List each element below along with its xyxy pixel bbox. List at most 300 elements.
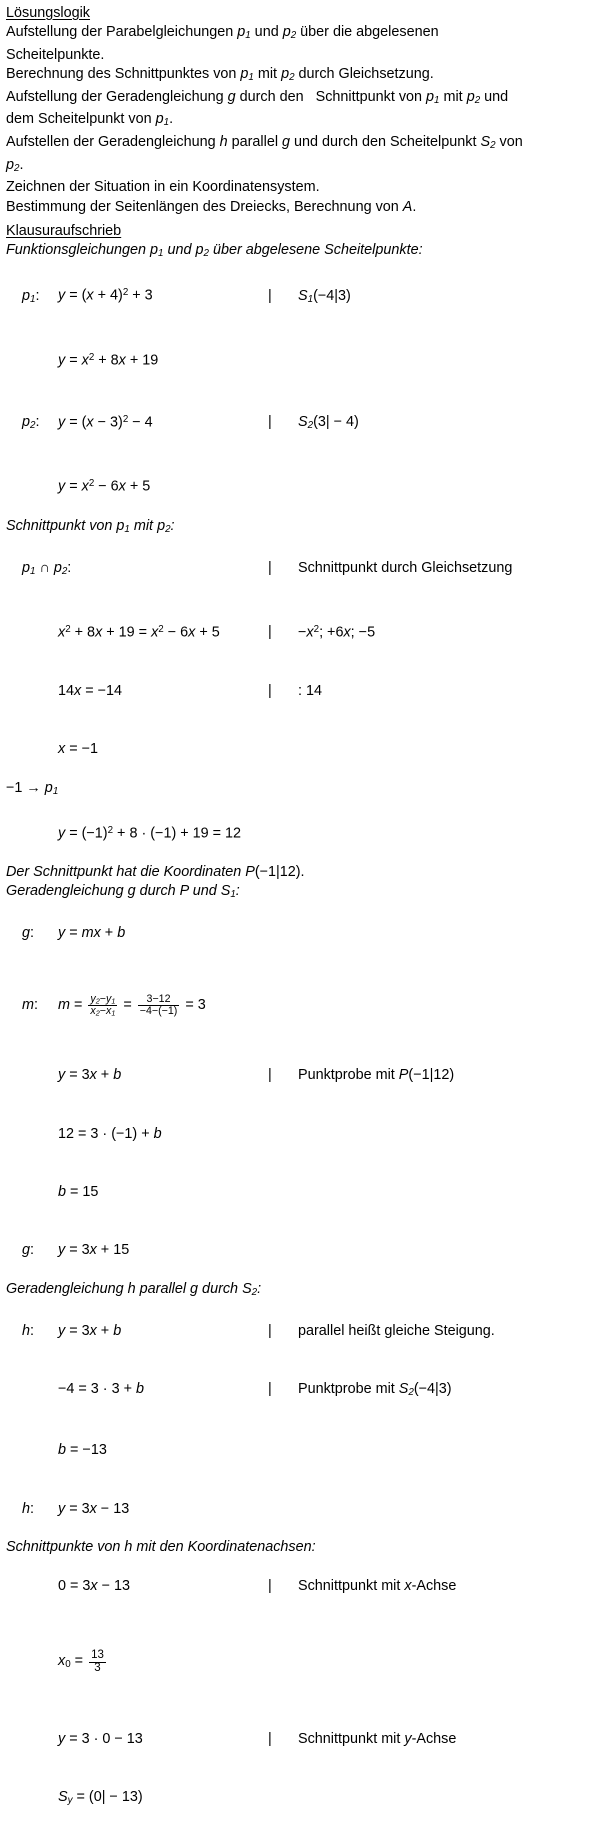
var-b: b [113,1067,122,1084]
column-separator: | [268,287,272,304]
text: + 8 · (−1) + 19 = 12 [113,824,242,841]
var-g: g [190,1280,199,1297]
text: und [480,88,509,105]
colon: : [30,1500,35,1517]
fraction-x0 [89,1650,106,1674]
row-intersect-equation [6,601,606,663]
text: = (0| − 13) [72,1788,143,1805]
var-p2: p [157,517,166,534]
var-h: h [127,1280,136,1297]
loesungslogik-line-3 [6,65,606,88]
text: − 13 [97,1578,131,1595]
var-S: S [242,1280,252,1297]
text: = ( [65,287,87,304]
fraction-denominator [88,1005,117,1017]
column-separator: | [268,624,272,641]
var-p1: p [240,66,249,83]
sub-2: 2 [30,420,36,432]
var-g: g [127,883,136,900]
loesungslogik-line-9 [6,198,606,217]
row-label-intersection [22,559,268,582]
text: = −13 [66,1442,107,1459]
text: Punktprobe mit [298,1381,399,1397]
text: und [163,242,196,259]
text: von [495,134,523,150]
var-p1: p [237,24,246,41]
text: mit den Koordinatenachsen: [132,1539,316,1556]
var-h: h [219,134,228,150]
text: − 13 [96,1500,130,1517]
var-b: b [58,1183,67,1200]
var-p2: p [282,24,291,41]
minus: − [99,1005,106,1018]
var-x: x [151,624,159,641]
var-x: x [95,624,103,641]
var-y: y [58,1500,66,1517]
row-note [298,1066,454,1085]
text: + 8 [94,352,119,369]
text: -Achse [411,1578,457,1595]
text: + 5 [195,624,220,641]
var-y: y [58,352,66,369]
var-x: x [58,624,66,641]
sub-2: 2 [290,30,297,42]
var-y: y [90,993,96,1006]
row-equation [58,410,268,433]
sub-1: 1 [111,996,116,1006]
fraction-slope-numeric [138,994,180,1017]
text: durch den Schnittpunkt von [235,88,427,105]
column-separator: | [268,1067,272,1084]
row-equation [58,1500,268,1519]
row-x-achse [6,1558,606,1616]
colon: : [35,287,40,304]
exponent-2: 2 [122,413,129,425]
fraction-denominator: −4−(−1) [139,1005,178,1018]
sub-0: 0 [65,1659,71,1671]
text: . [412,198,417,215]
text: mit [253,66,282,83]
fraction-numerator: 3−12 [146,993,171,1006]
var-b: b [117,925,126,942]
text: über die abgelesenen [296,24,439,41]
row-h-b-value [6,1422,606,1480]
text: durch Gleichsetzung. [294,66,434,83]
sub-2: 2 [289,72,295,84]
var-x: x [188,624,196,641]
var-p: p [44,779,53,796]
text: = 3 [65,1067,90,1084]
text: = [119,996,136,1013]
text: parallel [227,134,283,150]
text: und durch den Scheitelpunkt [290,134,481,150]
text: = [65,925,82,942]
column-separator: | [268,1578,272,1595]
fraction-slope-symbolic [88,994,117,1017]
row-label-m [22,991,58,1019]
text: (−4|3) [413,1381,452,1397]
row-p2-normal [6,455,606,517]
fraction-numerator [88,994,117,1005]
text: und [188,883,221,900]
var-x: x [58,740,66,757]
sub-1: 1 [307,293,314,305]
fraction-numerator: 13 [91,1648,104,1661]
exponent-2: 2 [122,287,129,299]
text: = [65,478,82,495]
row-equation [58,474,268,497]
caption-schnittpunkt-p1-p2 [6,517,606,540]
intersection-operator: ∩ [35,559,54,576]
var-h: h [22,1500,31,1517]
var-p2: p [466,88,475,105]
loesungslogik-line-5 [6,110,606,133]
row-g-generic [6,905,606,963]
text: über abgelesene Scheitelpunkte: [208,242,423,259]
text: = −1 [65,740,99,757]
var-b: b [58,1442,67,1459]
sub-y: y [67,1794,73,1806]
var-b: b [136,1381,145,1397]
row-equation [58,1788,268,1811]
sub-1: 1 [52,785,59,797]
var-m: m [81,925,94,942]
text: . [169,111,174,128]
var-x: x [81,478,89,495]
exponent-2: 2 [313,623,320,635]
text: : [235,883,240,900]
var-x: x [89,1067,97,1084]
text: (−1|12). [254,863,305,880]
caption-geradengleichung-g [6,882,606,905]
var-g: g [227,88,236,105]
row-equation [58,348,268,371]
var-P: P [398,1067,409,1084]
var-y: y [58,925,66,942]
text: : [257,1280,262,1297]
row-equation [58,1183,268,1202]
var-m: m [58,996,70,1013]
column-separator: | [268,414,272,431]
exponent-2: 2 [88,478,95,490]
sub-2: 2 [14,162,20,174]
text: + 8 [70,624,96,641]
text: . [19,156,24,173]
row-g-punktprobe [6,1047,606,1105]
var-p1: p [150,242,159,259]
sub-2: 2 [61,565,68,577]
exponent-2: 2 [107,824,114,836]
var-x: x [86,414,94,431]
var-x: x [81,352,89,369]
text: : [170,517,175,534]
sub-1: 1 [434,95,440,107]
row-equation [58,283,268,306]
row-equation [58,682,268,701]
colon: : [34,996,38,1013]
colon: : [30,1242,35,1259]
row-equation [58,1125,268,1144]
var-y: y [58,478,66,495]
text: ; −5 [350,624,376,641]
text: Punktprobe mit [298,1067,399,1084]
var-p2: p [281,66,290,83]
var-p2: p [6,156,15,173]
var-p1: p [116,517,125,534]
var-p1: p [155,111,164,128]
column-separator: | [268,1322,272,1339]
sub-1: 1 [124,523,130,535]
row-p2-vertex [6,390,606,455]
var-P: P [179,883,189,900]
text: ; +6 [319,624,344,641]
sub-2: 2 [203,248,209,260]
var-x: x [89,1322,97,1339]
row-equation [58,1577,268,1596]
text: = 3 · 0 − 13 [65,1730,143,1747]
column-separator: | [268,1381,272,1397]
row-label-g [22,924,58,943]
exponent-2: 2 [88,352,95,364]
row-note: : 14 [298,682,323,699]
var-b: b [153,1125,162,1142]
sub-2: 2 [408,1387,414,1399]
row-g-final [6,1222,606,1280]
row-note [298,1730,456,1749]
text: − 4 [128,414,153,431]
text: = (−1) [65,824,108,841]
sub-2: 2 [95,996,100,1006]
sub-1: 1 [111,1008,116,1018]
text: − 3) [93,414,123,431]
var-g: g [22,925,31,942]
var-p2: p [195,242,204,259]
var-x: x [90,1578,98,1595]
caption-koordinatenachsen [6,1538,606,1557]
var-x: x [58,1653,66,1670]
text: Berechnung des Schnittpunktes von [6,66,241,83]
colon: : [30,925,35,942]
caption-koordinaten-p [6,863,606,882]
text: Der Schnittpunkt hat die Koordinaten [6,863,246,880]
row-h-punktprobe [6,1361,606,1422]
text: 0 = 3 [58,1578,91,1595]
text: Aufstellen der Geradengleichung [6,134,220,150]
text: = −14 [81,682,123,699]
row-label-h [22,1500,58,1519]
heading-loesungslogik: Lösungslogik [6,5,91,21]
text: Bestimmung der Seitenlängen des Dreiecks, Berechnung von [6,198,403,215]
sub-1: 1 [30,293,36,305]
text: Aufstellung der Parabelgleichungen [6,24,238,41]
row-intersect-head [6,539,606,600]
loesungslogik-line-8: Zeichnen der Situation in ein Koordinatensystem. [6,179,320,196]
column-separator: | [268,682,272,699]
text: + [100,925,118,942]
text: durch [198,1280,243,1297]
loesungslogik-line-2: Scheitelpunkte. [6,46,105,63]
var-g: g [282,134,291,150]
text: = [70,996,87,1013]
row-equation [58,1730,268,1749]
var-p1: p [22,559,31,576]
sub-2: 2 [307,420,314,432]
text: + 15 [96,1242,130,1259]
row-equation [58,1066,268,1085]
var-y: y [404,1730,412,1747]
var-m: m [22,996,34,1013]
text: −4 = 3 · 3 + [58,1381,137,1397]
text: = 15 [66,1183,99,1200]
var-x: x [90,1005,96,1018]
text: Geradengleichung [6,883,128,900]
row-note [298,413,359,436]
text: parallel [135,1280,191,1297]
var-p: p [22,287,31,304]
row-y-achse [6,1710,606,1768]
var-y: y [58,1242,66,1259]
row-equation [58,821,241,844]
row-sy-value [6,1768,606,1829]
row-equation [58,740,268,759]
colon: : [30,1322,35,1339]
row-x0-value [6,1616,606,1710]
row-p1-vertex [6,264,606,329]
text: + 19 = [102,624,152,641]
text: = ( [65,414,87,431]
text: (−1|12) [408,1067,455,1084]
caption-geradengleichung-h [6,1280,606,1303]
column-separator: | [268,1730,272,1747]
exponent-2: 2 [158,623,164,635]
loesungslogik-line-6 [6,133,606,156]
sub-1: 1 [245,30,251,42]
var-S: S [220,883,231,900]
sub-2: 2 [251,1286,258,1298]
sub-1: 1 [158,248,164,260]
row-equation [58,1322,268,1341]
row-label-h [22,1322,58,1341]
exponent-2: 2 [65,623,71,635]
row-equation [58,620,268,643]
var-S: S [298,287,308,304]
row-note: parallel heißt gleiche Steigung. [298,1322,495,1339]
text: + 3 [128,287,153,304]
text: durch [135,883,180,900]
row-substitute-equation [6,801,606,863]
text: (−4|3) [313,287,351,304]
text: 14 [58,682,75,699]
row-intersect-x-value [6,720,606,778]
sub-1: 1 [30,565,36,577]
row-equation [58,991,206,1019]
var-A: A [402,198,413,215]
text: = 3 [181,996,206,1013]
text: und [250,24,283,41]
var-p: p [22,414,31,431]
row-equation [58,1241,268,1260]
var-P: P [245,863,255,880]
text: = 3 [65,1322,90,1339]
text: − 6 [163,624,189,641]
var-y: y [105,993,112,1006]
row-equation [58,1380,268,1399]
text: 12 = 3 · (−1) + [58,1125,154,1142]
text: mit [439,88,467,105]
var-S: S [298,414,308,431]
row-label-g [22,1241,58,1260]
var-y: y [58,1730,66,1747]
text: Aufstellung der Geradengleichung [6,88,228,105]
text: + 19 [125,352,159,369]
var-x: x [118,478,126,495]
minus: − [99,993,106,1006]
var-S: S [398,1381,409,1397]
row-h-final [6,1480,606,1538]
var-p1: p [426,88,435,105]
row-g-slope [6,963,606,1047]
row-label-p2 [22,413,58,436]
var-p2: p [53,559,62,576]
sub-1: 1 [230,889,236,901]
var-h: h [124,1539,133,1556]
sub-2: 2 [474,95,481,107]
row-h-generic [6,1302,606,1360]
text: = [70,1653,88,1670]
var-h: h [22,1322,31,1339]
text: + 5 [125,478,151,495]
text: Funktionsgleichungen [6,242,151,259]
text: (3| − 4) [313,414,359,431]
var-b: b [113,1322,122,1339]
row-note: Schnittpunkt durch Gleichsetzung [298,559,513,576]
loesungslogik-line-7 [6,156,606,179]
var-x: x [86,287,94,304]
text: dem Scheitelpunkt von [6,111,156,128]
loesungslogik-line-1 [6,23,606,46]
var-S: S [58,1788,68,1805]
var-y: y [58,824,66,841]
row-substitute [6,779,606,802]
sub-2: 2 [95,1008,100,1018]
text: mit [129,517,158,534]
var-g: g [22,1242,31,1259]
text: = [65,352,82,369]
row-note [298,1577,456,1596]
sub-1: 1 [163,117,170,129]
colon: : [67,559,72,576]
colon: : [35,414,40,431]
text: -Achse [411,1730,457,1747]
loesungslogik-line-4 [6,88,606,111]
var-S: S [480,134,491,150]
var-x: x [74,682,82,699]
sub-2: 2 [165,523,171,535]
var-x: x [118,352,126,369]
text: −1 → [6,779,45,796]
var-x: x [306,624,314,641]
caption-funktionsgleichungen [6,241,606,264]
column-separator: | [268,559,272,576]
text: = 3 [65,1242,90,1259]
row-label-p1 [22,287,58,310]
row-g-b-value [6,1163,606,1221]
text: Schnittpunkt von [6,517,117,534]
var-x: x [343,624,351,641]
text: + [96,1322,114,1339]
row-g-solve [6,1105,606,1163]
fraction-denominator: 3 [89,1662,106,1675]
